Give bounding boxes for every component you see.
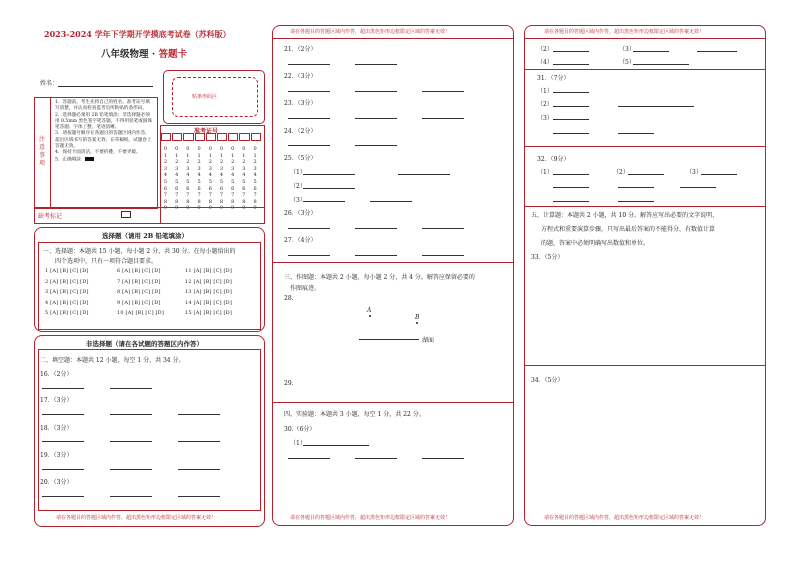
sub-3: （3） — [290, 197, 306, 204]
ticket-digit-bubble[interactable]: 4 — [219, 172, 224, 179]
mc-desc-2: 四个选项中，只有一项符合题目要求。 — [55, 258, 158, 265]
ticket-digit-bubble[interactable]: 2 — [242, 159, 246, 166]
notice-item: 1．答题前，考生先将自己的姓名、准考证号填写清楚，并认真检查监考员所粘贴的条形码。 — [55, 100, 150, 112]
ticket-digit-bubble[interactable]: 3 — [253, 165, 257, 172]
answer-line[interactable] — [618, 201, 654, 202]
ticket-digit-bubble[interactable]: 6 — [197, 185, 201, 192]
answer-line[interactable] — [697, 51, 737, 52]
answer-line[interactable] — [701, 174, 737, 175]
answer-line[interactable] — [370, 201, 412, 202]
mc-option-row[interactable]: 8 [A] [B] [C] [D] — [117, 289, 161, 295]
ticket-digit-bubble[interactable]: 7 — [242, 192, 246, 199]
ticket-digit-bubble[interactable]: 1 — [186, 152, 190, 159]
ticket-digit-bubble[interactable]: 2 — [163, 159, 168, 166]
answer-line[interactable] — [553, 64, 589, 65]
section-rule — [524, 206, 765, 207]
answer-line[interactable] — [553, 119, 589, 120]
calc-title-3: 的题，答案中必须明确写出数值和单位。 — [541, 240, 650, 247]
answer-line[interactable] — [178, 414, 220, 415]
right-panel — [524, 25, 766, 526]
ticket-digit-bubble[interactable]: 2 — [208, 159, 212, 166]
ticket-digit-bubble[interactable]: 9 — [197, 205, 201, 212]
ticket-digit-bubble[interactable]: 0 — [197, 146, 201, 152]
ticket-digit-column[interactable] — [195, 146, 204, 212]
ticket-digit-bubble[interactable]: 5 — [208, 178, 212, 185]
mc-desc-1: 一、选择题：本题共 15 小题，每小题 2 分，共 30 分。在每小题给出的 — [43, 248, 236, 255]
right-header: 请在各题目的答题区域内作答，超出黑色矩形边框限定区域的答案无效！ — [544, 29, 705, 35]
question-33: 33．（5分） — [531, 254, 564, 261]
question-21: 21．（2分） — [284, 46, 317, 53]
ticket-digit-entry[interactable] — [251, 133, 261, 141]
ticket-digit-bubble[interactable]: 4 — [163, 172, 168, 179]
ticket-digit-bubble[interactable]: 4 — [197, 172, 201, 179]
ticket-digit-bubble[interactable]: 8 — [231, 198, 235, 205]
ticket-digit-bubble[interactable]: 8 — [163, 198, 168, 205]
answer-line[interactable] — [303, 445, 369, 446]
answer-line[interactable] — [42, 414, 84, 415]
right-header-rule — [524, 38, 765, 39]
ticket-digit-bubble[interactable]: 7 — [163, 192, 168, 199]
ticket-digit-bubble[interactable]: 8 — [175, 198, 179, 205]
ticket-digit-bubble[interactable]: 9 — [231, 205, 235, 212]
mc-option-row[interactable]: 1 [A] [B] [C] [D] — [45, 268, 89, 274]
ticket-digit-bubble[interactable]: 4 — [253, 172, 257, 179]
answer-line[interactable] — [288, 64, 330, 65]
ticket-digit-bubble[interactable]: 1 — [197, 152, 201, 159]
calc-title-1: 五、计算题：本题共 2 小题，共 10 分。解答应写出必要的文字说明、 — [531, 212, 719, 219]
sub-1: （1） — [537, 169, 553, 176]
answer-line[interactable] — [288, 228, 330, 229]
question-23: 23．（3分） — [284, 100, 317, 107]
answer-line[interactable] — [422, 91, 464, 92]
answer-line[interactable] — [178, 469, 220, 470]
notice-list — [55, 100, 153, 163]
ticket-digit-bubble[interactable]: 5 — [197, 178, 201, 185]
ticket-digit-bubble[interactable]: 9 — [208, 205, 212, 212]
ticket-digit-bubble[interactable]: 1 — [208, 152, 212, 159]
ticket-digit-bubble[interactable]: 8 — [242, 198, 246, 205]
ticket-digit-bubble[interactable]: 7 — [253, 192, 257, 199]
ticket-digit-bubble[interactable]: 8 — [197, 198, 201, 205]
sub-1: （1） — [290, 440, 306, 447]
answer-line[interactable] — [288, 255, 330, 256]
question-26: 26．（3分） — [284, 210, 317, 217]
answer-line[interactable] — [355, 228, 397, 229]
draw-title-2: 作图痕迹。 — [290, 285, 321, 292]
answer-line[interactable] — [422, 458, 464, 459]
card-name: 答题卡 — [158, 49, 187, 60]
question-30: 30.（6分） — [284, 426, 316, 433]
mc-option-row[interactable]: 13 [A] [B] [C] [D] — [185, 289, 233, 295]
question-28: 28. — [284, 295, 294, 302]
question-24: 24．（2分） — [284, 128, 317, 135]
ticket-digit-bubble[interactable]: 5 — [219, 178, 224, 185]
absent-label: 缺考标记 — [38, 213, 63, 220]
notice-item: 4．保持卡面清洁，不要折叠、不要弄破。 — [55, 150, 141, 156]
ticket-digit-entry[interactable] — [217, 133, 227, 141]
notice-divider — [50, 97, 51, 207]
sub-2: （2） — [290, 183, 306, 190]
point-b-dot — [416, 322, 418, 324]
answer-line[interactable] — [42, 441, 84, 442]
answer-line[interactable] — [553, 187, 589, 188]
question-29: 29. — [284, 380, 294, 387]
exp-title: 四、实验题：本题共 3 小题，每空 1 分，共 22 分。 — [284, 411, 425, 418]
question-27: 27．（4分） — [284, 237, 317, 244]
ticket-digit-bubble[interactable]: 3 — [219, 165, 224, 172]
ticket-digit-bubble[interactable]: 2 — [186, 159, 190, 166]
section-rule — [524, 365, 765, 366]
ticket-digit-bubble[interactable]: 9 — [186, 205, 190, 212]
sub-2: （2） — [613, 169, 629, 176]
filled-sample — [85, 157, 94, 161]
question-31: 31．（7分） — [537, 75, 570, 82]
ticket-digit-column[interactable] — [206, 146, 215, 212]
ticket-digit-bubble[interactable]: 8 — [208, 198, 212, 205]
middle-header: 请在各题目的答题区域内作答，超出黑色矩形边框限定区域的答案无效！ — [290, 29, 451, 35]
exam-title: 2023-2024 学年下学期开学摸底考试卷（苏科版） — [44, 29, 231, 39]
fill-title: 二、填空题：本题共 12 小题，每空 1 分，共 34 分。 — [40, 357, 185, 364]
ticket-digit-bubble[interactable]: 0 — [186, 146, 190, 152]
answer-line[interactable] — [618, 106, 694, 107]
mc-option-row[interactable]: 10 [A] [B] [C] [D] — [117, 310, 165, 316]
ticket-digit-column[interactable] — [239, 146, 248, 212]
ticket-digit-bubble[interactable]: 6 — [253, 185, 257, 192]
left-footer: 请在各题目的答题区域内作答，超出黑色矩形边框限定区域的答案无效！ — [56, 515, 217, 521]
notice-char: 项 — [38, 160, 45, 167]
ticket-digit-column[interactable] — [251, 146, 260, 212]
answer-line[interactable] — [110, 496, 152, 497]
ticket-digit-bubble[interactable]: 5 — [175, 178, 179, 185]
section-rule — [272, 262, 513, 263]
ticket-digit-bubble[interactable]: 5 — [186, 178, 190, 185]
right-footer: 请在各题目的答题区域内作答，超出黑色矩形边框限定区域的答案无效！ — [544, 515, 705, 521]
ticket-digit-bubble[interactable]: 2 — [175, 159, 179, 166]
ticket-digit-bubble[interactable]: 2 — [219, 159, 224, 166]
answer-line[interactable] — [355, 255, 397, 256]
ticket-digit-column[interactable] — [217, 146, 226, 212]
subject-name: 八年级物理 — [101, 49, 149, 60]
answer-line[interactable] — [110, 388, 152, 389]
ticket-digit-bubble[interactable]: 4 — [208, 172, 212, 179]
ticket-digit-bubble[interactable]: 6 — [175, 185, 179, 192]
ticket-digit-bubble[interactable]: 4 — [231, 172, 235, 179]
answer-line[interactable] — [178, 496, 220, 497]
title-dot: · — [151, 49, 156, 60]
ticket-digit-bubble[interactable]: 0 — [253, 146, 257, 152]
name-label: 姓名： — [40, 80, 59, 87]
answer-line[interactable] — [633, 51, 669, 52]
answer-line[interactable] — [288, 458, 330, 459]
ticket-digit-bubble[interactable]: 5 — [231, 178, 235, 185]
calc-title-2: 方程式和重要演算步骤，只写出最后答案的不能得分，有数值计算 — [541, 226, 716, 233]
ticket-digit-bubble[interactable]: 1 — [219, 152, 224, 159]
answer-line[interactable] — [398, 174, 450, 175]
sub-5: （5） — [619, 59, 635, 66]
answer-line[interactable] — [303, 188, 355, 189]
question-20: 20．（3分） — [40, 479, 73, 486]
answer-line[interactable] — [680, 187, 716, 188]
ticket-digit-bubble[interactable]: 6 — [231, 185, 235, 192]
ticket-digit-bubble[interactable]: 0 — [219, 146, 224, 152]
nmc-title: 非选择题（请在各试题的答题区内作答） — [86, 340, 203, 348]
answer-line[interactable] — [633, 64, 689, 65]
sub-1: （1） — [537, 88, 553, 95]
mc-option-row[interactable]: 2 [A] [B] [C] [D] — [45, 278, 89, 285]
barcode-label: 贴条形码区 — [192, 94, 218, 100]
question-18: 18．（3分） — [40, 425, 73, 432]
ticket-digit-bubble[interactable]: 2 — [253, 159, 257, 166]
ticket-digit-bubble[interactable]: 1 — [231, 152, 235, 159]
sub-3: （3） — [537, 115, 553, 122]
ticket-digit-bubble[interactable]: 4 — [175, 172, 179, 179]
answer-line[interactable] — [553, 133, 589, 134]
point-b: B — [415, 314, 420, 321]
ticket-digit-bubble[interactable]: 8 — [253, 198, 257, 205]
question-16: 16．（2分） — [40, 371, 73, 378]
ticket-digit-entry[interactable] — [195, 133, 205, 141]
answer-line[interactable] — [110, 469, 152, 470]
notice-item: 2．选择题必须用 2B 铅笔填涂；非选择题必须用 0.5mm 黑色签字笔答题，不得用铅笔或圆珠笔答题；字体工整、笔迹清晰。 — [55, 112, 153, 131]
ticket-digit-bubble[interactable]: 3 — [208, 165, 212, 172]
ticket-label: 准考证号 — [194, 128, 219, 135]
question-25: 25．（5分） — [284, 155, 317, 162]
ticket-digit-bubble[interactable]: 0 — [208, 146, 212, 152]
mc-option-row[interactable]: 11 [A] [B] [C] [D] — [185, 268, 233, 274]
subject-title — [101, 46, 187, 60]
section-rule — [524, 146, 765, 147]
lake-label: 湖面 — [422, 337, 435, 344]
answer-line[interactable] — [355, 91, 397, 92]
ticket-digit-bubble[interactable]: 1 — [163, 152, 168, 159]
answer-line[interactable] — [553, 106, 589, 107]
middle-header-rule — [272, 38, 513, 39]
answer-line[interactable] — [303, 201, 345, 202]
lake-surface-line — [359, 339, 419, 340]
sub-3: （3） — [686, 169, 702, 176]
ticket-digit-bubble[interactable]: 4 — [186, 172, 190, 179]
ticket-digit-bubble[interactable]: 8 — [186, 198, 190, 205]
mc-option-row[interactable]: 14 [A] [B] [C] [D] — [185, 299, 233, 306]
ticket-digit-bubble[interactable]: 7 — [186, 192, 190, 199]
ticket-digit-entry[interactable] — [206, 133, 216, 141]
absent-checkbox[interactable] — [121, 211, 131, 218]
notice-item: 3．请按题号顺序在各题目的答题区域内作答，超出区域书写的答案无效；在草稿纸、试题卷上答题无效。 — [55, 131, 152, 150]
section-rule — [272, 402, 513, 403]
sub-2: （2） — [537, 101, 553, 108]
ticket-digit-bubble[interactable]: 7 — [219, 192, 224, 199]
answer-line[interactable] — [288, 145, 330, 146]
name-line[interactable] — [58, 86, 153, 87]
notice-label — [37, 136, 47, 168]
ticket-digit-bubble[interactable]: 9 — [253, 205, 257, 212]
answer-line[interactable] — [110, 414, 152, 415]
mc-option-row[interactable]: 7 [A] [B] [C] [D] — [117, 278, 161, 285]
answer-line[interactable] — [355, 458, 397, 459]
ticket-digit-bubble[interactable]: 6 — [208, 185, 212, 192]
ticket-digit-bubble[interactable]: 7 — [197, 192, 201, 199]
sub-3: （3） — [619, 46, 635, 53]
mc-option-row[interactable]: 3 [A] [B] [C] [D] — [45, 289, 89, 295]
ticket-digit-bubble[interactable]: 2 — [197, 159, 201, 166]
ticket-digit-bubble[interactable]: 5 — [163, 178, 168, 185]
point-a-dot — [369, 315, 371, 317]
answer-line[interactable] — [618, 187, 654, 188]
question-34: 34．（5分） — [531, 377, 564, 384]
ticket-digit-entry[interactable] — [172, 133, 182, 141]
ticket-digit-bubble[interactable]: 0 — [242, 146, 246, 152]
notice-char: 事 — [38, 152, 45, 159]
question-17: 17．（3分） — [40, 397, 73, 404]
ticket-digit-bubble[interactable]: 3 — [163, 165, 168, 172]
sub-1: （1） — [290, 169, 306, 176]
mc-option-row[interactable]: 9 [A] [B] [C] [D] — [117, 299, 161, 306]
ticket-digit-bubble[interactable]: 8 — [219, 198, 224, 205]
absent-box — [34, 207, 264, 224]
middle-footer: 请在各题目的答题区域内作答，超出黑色矩形边框限定区域的答案无效！ — [290, 515, 451, 521]
answer-line[interactable] — [628, 174, 664, 175]
answer-line[interactable] — [355, 64, 397, 65]
ticket-digit-bubble[interactable]: 0 — [175, 146, 179, 152]
answer-line[interactable] — [178, 441, 220, 442]
ticket-digit-bubble[interactable]: 3 — [197, 165, 201, 172]
mc-title: 选择题（请用 2B 铅笔填涂） — [102, 232, 189, 240]
ticket-digit-bubble[interactable]: 7 — [208, 192, 212, 199]
ticket-digit-bubble[interactable]: 0 — [231, 146, 235, 152]
ticket-digit-bubble[interactable]: 2 — [231, 159, 235, 166]
answer-line[interactable] — [422, 255, 464, 256]
answer-line[interactable] — [422, 228, 464, 229]
section-rule — [524, 69, 765, 70]
ticket-digit-bubble[interactable]: 4 — [242, 172, 246, 179]
ticket-digit-bubble[interactable]: 9 — [242, 205, 246, 212]
draw-title-1: 三、作图题：本题共 2 小题，每小题 2 分，共 4 分。解答应保留必要的 — [284, 274, 475, 281]
ticket-digit-bubble[interactable]: 7 — [175, 192, 179, 199]
sub-2: （2） — [537, 46, 553, 53]
ticket-digit-column[interactable] — [183, 146, 192, 212]
ticket-digit-bubble[interactable]: 1 — [175, 152, 179, 159]
ticket-digit-bubble[interactable]: 1 — [253, 152, 257, 159]
answer-line[interactable] — [303, 174, 355, 175]
mc-option-row[interactable]: 5 [A] [B] [C] [D] — [45, 310, 89, 316]
ticket-digit-bubble[interactable]: 3 — [231, 165, 235, 172]
ticket-digit-bubble[interactable]: 6 — [219, 185, 224, 192]
sub-4: （4） — [537, 59, 553, 66]
notice-char: 意 — [38, 144, 45, 151]
ticket-digit-entry[interactable] — [183, 133, 193, 141]
ticket-digit-entry[interactable] — [239, 133, 249, 141]
answer-line[interactable] — [355, 118, 397, 119]
question-22: 22．（3分） — [284, 73, 317, 80]
mc-option-row[interactable]: 6 [A] [B] [C] [D] — [117, 268, 161, 274]
point-a: A — [367, 307, 372, 314]
ticket-digit-bubble[interactable]: 0 — [163, 146, 168, 152]
ticket-digit-bubble[interactable]: 9 — [175, 205, 179, 212]
question-19: 19．（3分） — [40, 452, 73, 459]
ticket-digit-column[interactable] — [172, 146, 181, 212]
answer-line[interactable] — [288, 118, 330, 119]
mc-option-row[interactable]: 12 [A] [B] [C] [D] — [185, 278, 233, 285]
notice-item: 5．正确填涂 — [55, 157, 153, 164]
answer-line[interactable] — [42, 469, 84, 470]
answer-line[interactable] — [110, 441, 152, 442]
ticket-digit-bubble[interactable]: 6 — [163, 185, 168, 192]
answer-line[interactable] — [42, 388, 84, 389]
answer-line[interactable] — [553, 174, 589, 175]
ticket-digit-bubble[interactable]: 6 — [242, 185, 246, 192]
ticket-digit-bubble[interactable]: 1 — [242, 152, 246, 159]
answer-line[interactable] — [422, 118, 464, 119]
ticket-digit-bubble[interactable]: 6 — [186, 185, 190, 192]
ticket-digit-column[interactable] — [161, 146, 170, 212]
ticket-digit-entry[interactable] — [228, 133, 238, 141]
ticket-digit-bubble[interactable]: 7 — [231, 192, 235, 199]
ticket-digit-bubble[interactable]: 3 — [175, 165, 179, 172]
ticket-digit-column[interactable] — [228, 146, 237, 212]
question-32: 32．（9分） — [537, 156, 570, 163]
mc-option-row[interactable]: 15 [A] [B] [C] [D] — [185, 310, 233, 316]
ticket-digit-bubble[interactable]: 3 — [242, 165, 246, 172]
ticket-digit-bubble[interactable]: 9 — [163, 205, 168, 212]
answer-line[interactable] — [553, 201, 589, 202]
ticket-digit-bubble[interactable]: 9 — [219, 205, 224, 212]
ticket-digit-entry[interactable] — [161, 133, 171, 141]
answer-line[interactable] — [355, 145, 397, 146]
answer-line[interactable] — [288, 91, 330, 92]
answer-line[interactable] — [553, 51, 589, 52]
ticket-digit-bubble[interactable]: 5 — [242, 178, 246, 185]
ticket-digit-bubble[interactable]: 5 — [253, 178, 257, 185]
notice-char: 注 — [38, 136, 45, 143]
mc-option-row[interactable]: 4 [A] [B] [C] [D] — [45, 299, 89, 306]
ticket-digit-bubble[interactable]: 3 — [186, 165, 190, 172]
answer-line[interactable] — [42, 496, 84, 497]
answer-line[interactable] — [553, 92, 589, 93]
answer-line[interactable] — [618, 133, 654, 134]
